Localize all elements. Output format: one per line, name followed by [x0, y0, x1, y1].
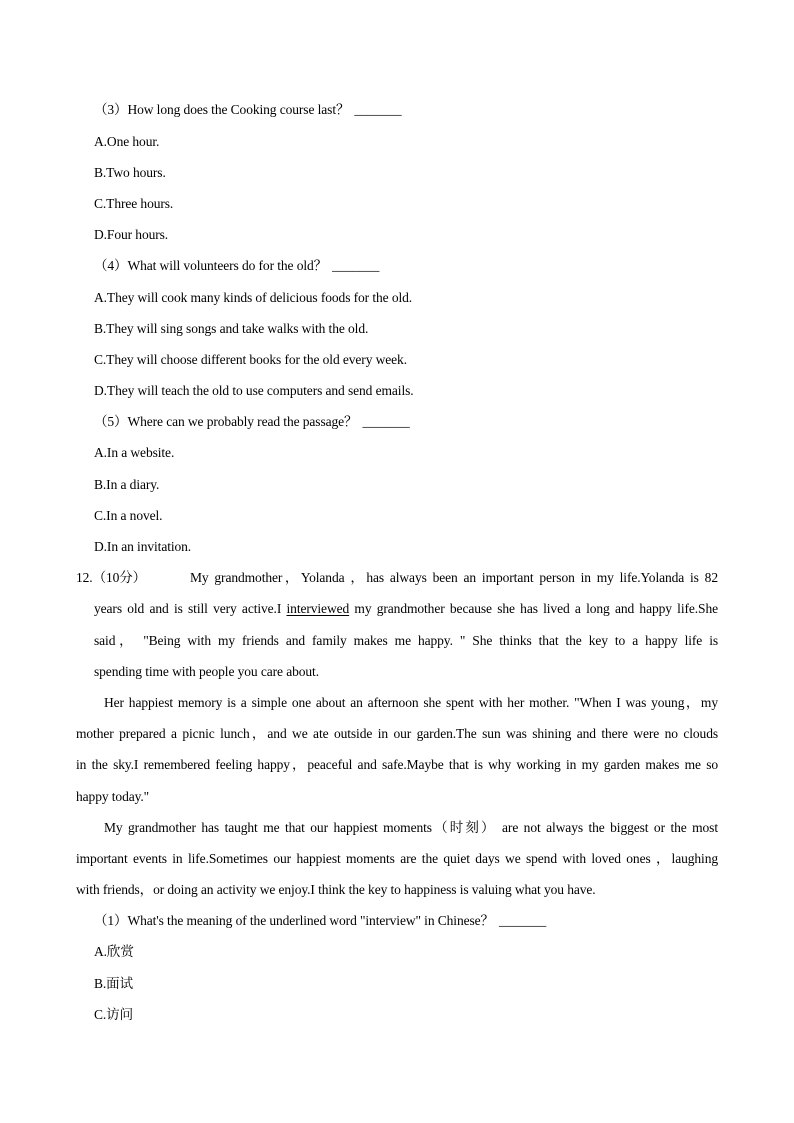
- question-5-option-c: C.In a novel.: [94, 507, 163, 523]
- question-number: 12.（10分）: [76, 570, 147, 586]
- passage-question-1-option-c: C.访问: [94, 1006, 133, 1022]
- question-stem-text: （5）Where can we probably read the passage？: [94, 414, 358, 430]
- passage-line: spending time with people you care about.: [94, 663, 319, 679]
- question-stem-text: （4）What will volunteers do for the old？: [94, 258, 328, 274]
- passage-text: my grandmother because she has lived a long and happy life.She: [349, 601, 718, 617]
- passage-line: Her happiest memory is a simple one about an afternoon she spent with her mother. "When I was young，my: [104, 694, 718, 710]
- passage-line: happy today.": [76, 788, 150, 804]
- question-3-option-c: C.Three hours.: [94, 195, 174, 211]
- question-4-option-d: D.They will teach the old to use computers and send emails.: [94, 383, 414, 399]
- passage-line: My grandmother，Yolanda ，has always been an important person in my life.Yolanda is 82: [190, 570, 718, 586]
- question-5-option-d: D.In an invitation.: [94, 539, 192, 555]
- question-5-option-b: B.In a diary.: [94, 476, 160, 492]
- passage-first-line: [76, 562, 718, 593]
- question-3-stem: [76, 94, 718, 125]
- question-4-option-b: B.They will sing songs and take walks with the old.: [94, 320, 369, 336]
- passage-line: mother prepared a picnic lunch，and we ate outside in our garden.The sun was shining and there were no clouds: [76, 726, 718, 742]
- answer-blank: _______: [498, 913, 547, 929]
- answer-blank: _______: [332, 258, 380, 274]
- passage-line: said， "Being with my friends and family makes me happy. " She thinks that the key to a happy life is: [94, 632, 718, 648]
- passage-line: important events in life.Sometimes our happiest moments are the quiet days we spend with loved ones ，laughing: [76, 850, 718, 866]
- question-3-option-b: B.Two hours.: [94, 164, 166, 180]
- question-4-stem: [76, 250, 718, 281]
- underlined-word: interviewed: [286, 601, 350, 617]
- answer-blank: _______: [362, 414, 410, 430]
- answer-blank: _______: [354, 102, 402, 118]
- passage-line: [76, 593, 718, 624]
- question-stem-text: （3）How long does the Cooking course last？: [94, 102, 350, 118]
- passage-text: years old and is still very active.I: [94, 601, 287, 617]
- question-4-option-c: C.They will choose different books for the old every week.: [94, 351, 407, 367]
- passage-question-1-stem: [76, 905, 718, 936]
- passage-question-1-option-a: A.欣赏: [94, 944, 134, 960]
- question-5-stem: [76, 406, 718, 437]
- passage-line: with friends，or doing an activity we enjoy.I think the key to happiness is valuing what you have.: [76, 882, 596, 898]
- question-3-option-d: D.Four hours.: [94, 227, 169, 243]
- question-5-option-a: A.In a website.: [94, 445, 175, 461]
- passage-line: in the sky.I remembered feeling happy，peaceful and safe.Maybe that is why working in my garden makes me so: [76, 757, 718, 773]
- question-stem-text: （1）What's the meaning of the underlined word "interview" in Chinese？: [94, 913, 494, 929]
- question-4-option-a: A.They will cook many kinds of delicious foods for the old.: [94, 289, 413, 305]
- question-3-option-a: A.One hour.: [94, 133, 160, 149]
- passage-question-1-option-b: B.面试: [94, 975, 133, 991]
- passage-line: My grandmother has taught me that our happiest moments（时刻） are not always the biggest or the most: [104, 819, 718, 835]
- page-content: [76, 94, 718, 1030]
